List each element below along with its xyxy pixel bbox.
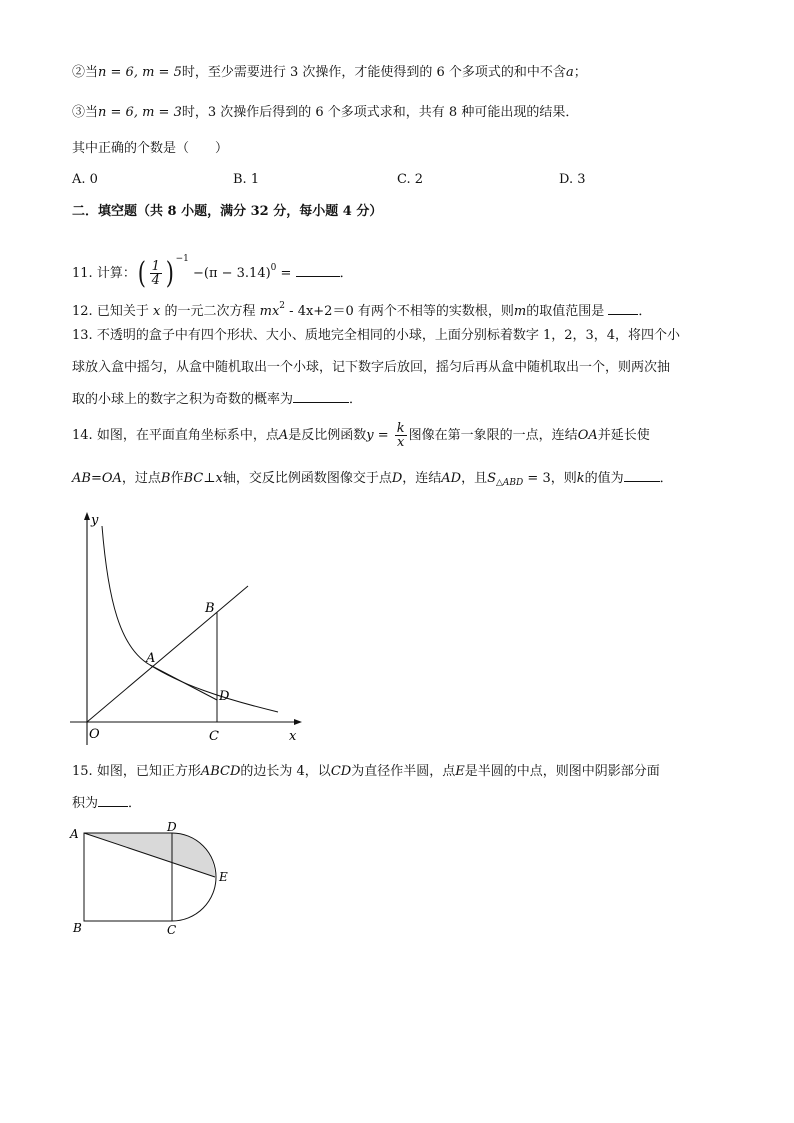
q13-line-1-text: 不透明的盒子中有四个形状、大小、质地完全相同的小球，上面分别标着数字 1，2，3，4，将四个小 xyxy=(96,328,681,343)
q14-text-2g: ，且 xyxy=(461,471,488,486)
q15-text-1a: 如图，已知正方形 xyxy=(96,764,201,779)
q14-seg-bc: BC xyxy=(183,471,204,486)
q14-var-y: y xyxy=(366,428,374,443)
q14-var-k: k xyxy=(576,471,585,486)
q12-number: 12. xyxy=(72,304,93,319)
fig14-y-arrow xyxy=(84,512,90,520)
q13-number: 13. xyxy=(72,328,93,343)
q14-axis-x: x xyxy=(215,471,223,486)
q11-exponent-zero: 0 xyxy=(270,263,277,273)
q15-answer-blank[interactable] xyxy=(98,794,128,807)
statement-3-mark: ③ xyxy=(72,105,86,120)
q11-fraction xyxy=(150,260,162,287)
q14-point-a: A xyxy=(278,428,289,443)
q13-answer-blank[interactable] xyxy=(293,390,349,403)
q14-point-b: B xyxy=(160,471,171,486)
q12-text-1: 已知关于 xyxy=(96,304,149,319)
q11-rest: −(π − 3.14) xyxy=(192,266,271,281)
q14-ab-eq-oa: AB=OA xyxy=(72,471,122,486)
q14-text-2e: 轴，交反比例函数图像交于点 xyxy=(222,471,392,486)
question-prompt: 其中正确的个数是（ ） xyxy=(72,141,229,156)
q14-text-1a: 如图，在平面直角坐标系中，点 xyxy=(96,428,279,443)
q15-text-2: 积为 xyxy=(72,796,99,811)
question-13-line-3 xyxy=(72,390,362,409)
option-a: A. 0 xyxy=(72,172,98,187)
q14-text-2f: ，连结 xyxy=(402,471,442,486)
question-14-line-1 xyxy=(72,422,650,450)
question-14-line-2 xyxy=(72,469,673,492)
q14-frac-x: x xyxy=(397,435,405,450)
q12-var-m: m xyxy=(513,304,527,319)
q11-frac-num: 1 xyxy=(151,259,160,274)
q14-text-2i: 的值为 xyxy=(584,471,624,486)
option-d: D. 3 xyxy=(559,172,586,187)
q12-text-2: 的一元二次方程 xyxy=(164,304,256,319)
q11-number: 11. xyxy=(72,266,93,281)
question-13-line-1 xyxy=(72,327,680,345)
q15-text-1c: 为直径作半圆，点 xyxy=(351,764,456,779)
q12-eq-rest: - 4x+2＝0 xyxy=(285,304,354,319)
q14-perp: ⊥ xyxy=(203,471,216,486)
q15-point-e: E xyxy=(455,764,465,779)
q11-exponent: −1 xyxy=(175,254,189,264)
q14-text-1d: 并延长使 xyxy=(597,428,650,443)
fig14-label-d: D xyxy=(219,689,230,704)
statement-2-end: ； xyxy=(573,65,587,80)
statement-2-condition: n = 6, m = 5 xyxy=(98,65,182,80)
q14-end: ． xyxy=(659,471,673,486)
q15-end: ． xyxy=(128,796,142,811)
figure-14 xyxy=(60,505,310,750)
fig15-label-b: B xyxy=(73,921,82,935)
statement-2-pre: 当 xyxy=(85,65,99,80)
fig14-segment-ad xyxy=(150,665,217,700)
fig14-hyperbola xyxy=(102,526,278,712)
q14-text-2h: ，则 xyxy=(550,471,577,486)
q14-area-value: = 3 xyxy=(523,471,551,486)
statement-2 xyxy=(72,64,587,82)
q14-area-s: S xyxy=(487,471,497,486)
q13-end: ． xyxy=(349,392,363,407)
q12-var-x: x xyxy=(152,304,161,319)
q12-answer-blank[interactable] xyxy=(608,302,638,315)
q12-text-3: 有两个不相等的实数根，则 xyxy=(357,304,514,319)
fig15-label-a: A xyxy=(70,827,79,841)
q14-text-2c: 作 xyxy=(170,471,184,486)
q14-seg-ad: AD xyxy=(441,471,462,486)
question-13-line-2: 球放入盒中摇匀，从盒中随机取出一个小球，记下数字后放回，摇匀后再从盒中随机取出一个，则两次抽 xyxy=(72,360,671,375)
fig15-label-c: C xyxy=(167,923,177,937)
section-heading: 二．填空题（共 8 小题，满分 32 分，每小题 4 分） xyxy=(72,204,383,219)
q12-end: ． xyxy=(638,304,652,319)
q11-equals: = xyxy=(280,266,296,281)
q14-point-d: D xyxy=(391,471,403,486)
q11-frac-den: 4 xyxy=(151,273,160,288)
q14-equals: = xyxy=(373,428,393,443)
fig14-label-o: O xyxy=(89,727,100,742)
question-15-line-1 xyxy=(72,763,660,781)
question-15-line-2 xyxy=(72,794,141,813)
q11-answer-blank[interactable] xyxy=(296,264,340,277)
figure-15 xyxy=(64,818,244,943)
q14-text-2b: ，过点 xyxy=(121,471,161,486)
option-b: B. 1 xyxy=(233,172,260,187)
q13-line-3-text: 取的小球上的数字之积为奇数的概率为 xyxy=(72,392,294,407)
q14-k-over-x xyxy=(395,422,407,449)
q15-text-1b: 的边长为 4，以 xyxy=(240,764,331,779)
fig14-label-c: C xyxy=(209,729,219,744)
q12-eq-m: mx xyxy=(259,304,280,319)
fig15-label-e: E xyxy=(219,870,228,884)
statement-2-mark: ② xyxy=(72,65,86,80)
q14-text-1b: 是反比例函数 xyxy=(288,428,367,443)
fig14-x-arrow xyxy=(294,719,302,725)
q11-left-paren: ( xyxy=(137,255,146,291)
fig14-label-a: A xyxy=(146,651,156,666)
q15-number: 15. xyxy=(72,764,93,779)
statement-3 xyxy=(72,104,578,122)
q11-end: ． xyxy=(339,266,353,281)
question-12 xyxy=(72,297,651,321)
statement-3-condition: n = 6, m = 3 xyxy=(98,105,182,120)
q12-text-4: 的取值范围是 xyxy=(526,304,605,319)
fig15-label-d: D xyxy=(167,820,177,834)
fig14-label-x: x xyxy=(289,729,297,744)
q11-lead: 计算： xyxy=(96,266,136,281)
q11-right-paren: ) xyxy=(165,255,174,291)
q14-text-1c: 图像在第一象限的一点，连结 xyxy=(408,428,578,443)
q12-eq-square: 2 xyxy=(279,301,286,311)
q14-answer-blank[interactable] xyxy=(624,469,660,482)
statement-3-text: 时，3 次操作后得到的 6 个多项式求和，共有 8 种可能出现的结果． xyxy=(181,105,579,120)
q14-frac-k: k xyxy=(396,421,405,436)
fig14-label-b: B xyxy=(205,601,215,616)
q14-area-subscript: △ABD xyxy=(496,478,524,488)
q14-seg-oa: OA xyxy=(577,428,598,443)
statement-2-text: 时，至少需要进行 3 次操作，才能使得到的 6 个多项式的和中不含 xyxy=(181,65,566,80)
option-c: C. 2 xyxy=(397,172,424,187)
q14-number: 14. xyxy=(72,428,93,443)
fig14-label-y: y xyxy=(91,513,99,528)
q15-seg-cd: CD xyxy=(330,764,352,779)
statement-2-var: a xyxy=(565,65,574,80)
q15-square-abcd: ABCD xyxy=(200,764,241,779)
q15-text-1d: 是半圆的中点，则图中阴影部分面 xyxy=(464,764,660,779)
question-11 xyxy=(72,244,353,289)
statement-3-pre: 当 xyxy=(85,105,99,120)
